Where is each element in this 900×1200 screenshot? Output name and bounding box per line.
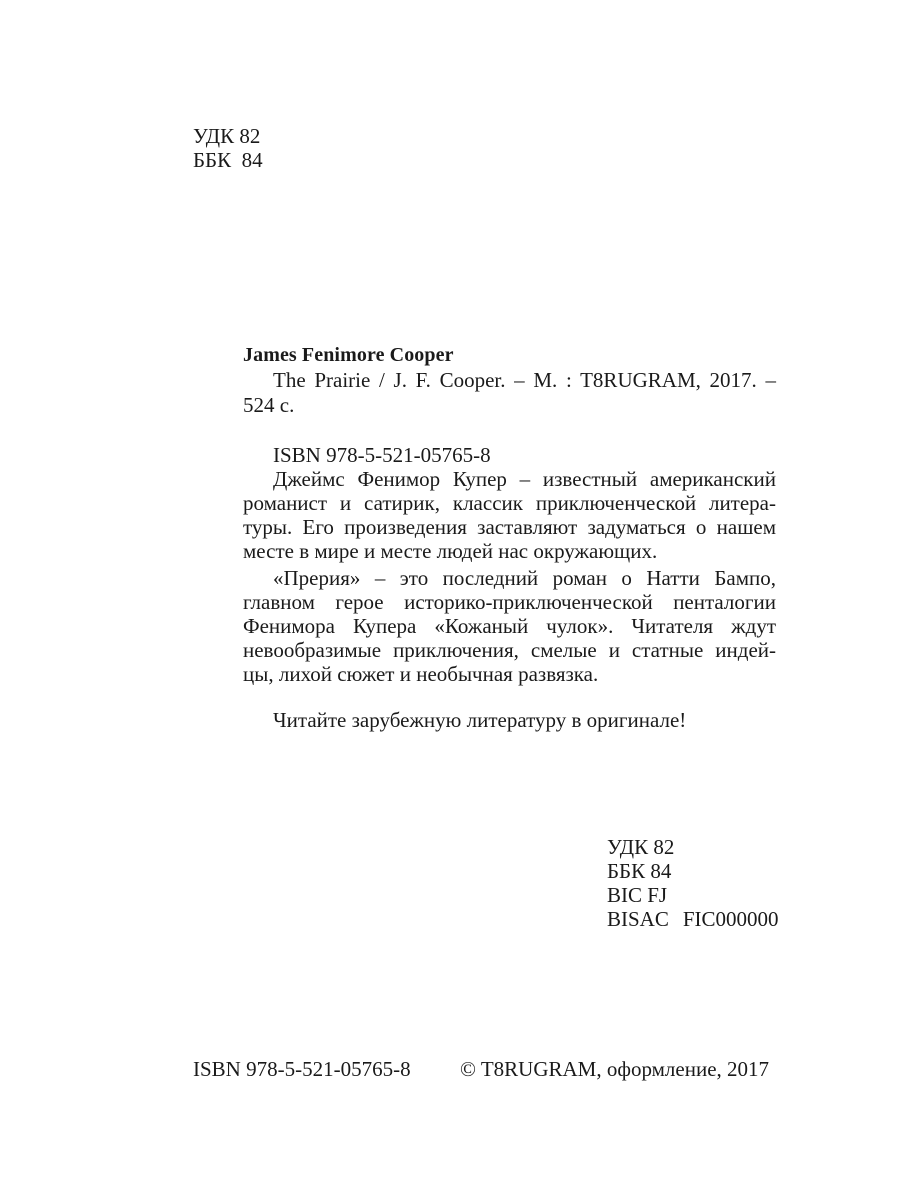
closing-line: Читайте зарубежную литературу в оригинале! (273, 708, 687, 732)
udk-code: УДК 82 (607, 835, 675, 859)
paragraph-line: главном герое историко-приключенческой пенталогии (243, 590, 776, 614)
footer-isbn: ISBN 978-5-521-05765-8 (193, 1057, 411, 1081)
paragraph-line: Джеймс Фенимор Купер – известный американский (273, 467, 776, 491)
bbk-code: ББК 84 (193, 148, 263, 172)
bisac-row (607, 907, 779, 931)
page-count: 524 c. (243, 393, 295, 417)
paragraph-line: романист и сатирик, классик приключенческой литера- (243, 491, 776, 515)
bbk-code: ББК 84 (607, 859, 672, 883)
udk-code: УДК 82 (193, 124, 261, 148)
footer-copyright: © T8RUGRAM, оформление, 2017 (460, 1057, 770, 1081)
paragraph-line: месте в мире и месте людей нас окружающих. (243, 539, 658, 563)
top-classification-codes (193, 124, 263, 172)
bottom-classification-codes (607, 835, 779, 931)
paragraph-line: невообразимые приключения, смелые и статные индей- (243, 638, 776, 662)
paragraph-line: Фенимора Купера «Кожаный чулок». Читателя ждут (243, 614, 776, 638)
bisac-code: FIC000000 (682, 907, 779, 931)
paragraph-line: туры. Его произведения заставляют задуматься о нашем (243, 515, 776, 539)
bic-code: BIC FJ (607, 883, 668, 907)
bibliographic-description: The Prairie / J. F. Cooper. – M. : T8RUGRAM, 2017. – (273, 368, 776, 392)
paragraph-line: цы, лихой сюжет и необычная развязка. (243, 662, 599, 686)
author-name: James Fenimore Cooper (243, 344, 454, 366)
annotation-isbn: ISBN 978-5-521-05765-8 (273, 443, 491, 467)
annotation-paragraph-1 (243, 467, 776, 563)
bisac-label: BISAC (607, 907, 669, 931)
paragraph-line: «Прерия» – это последний роман о Натти Бампо, (273, 566, 776, 590)
annotation-paragraph-2 (243, 566, 776, 686)
